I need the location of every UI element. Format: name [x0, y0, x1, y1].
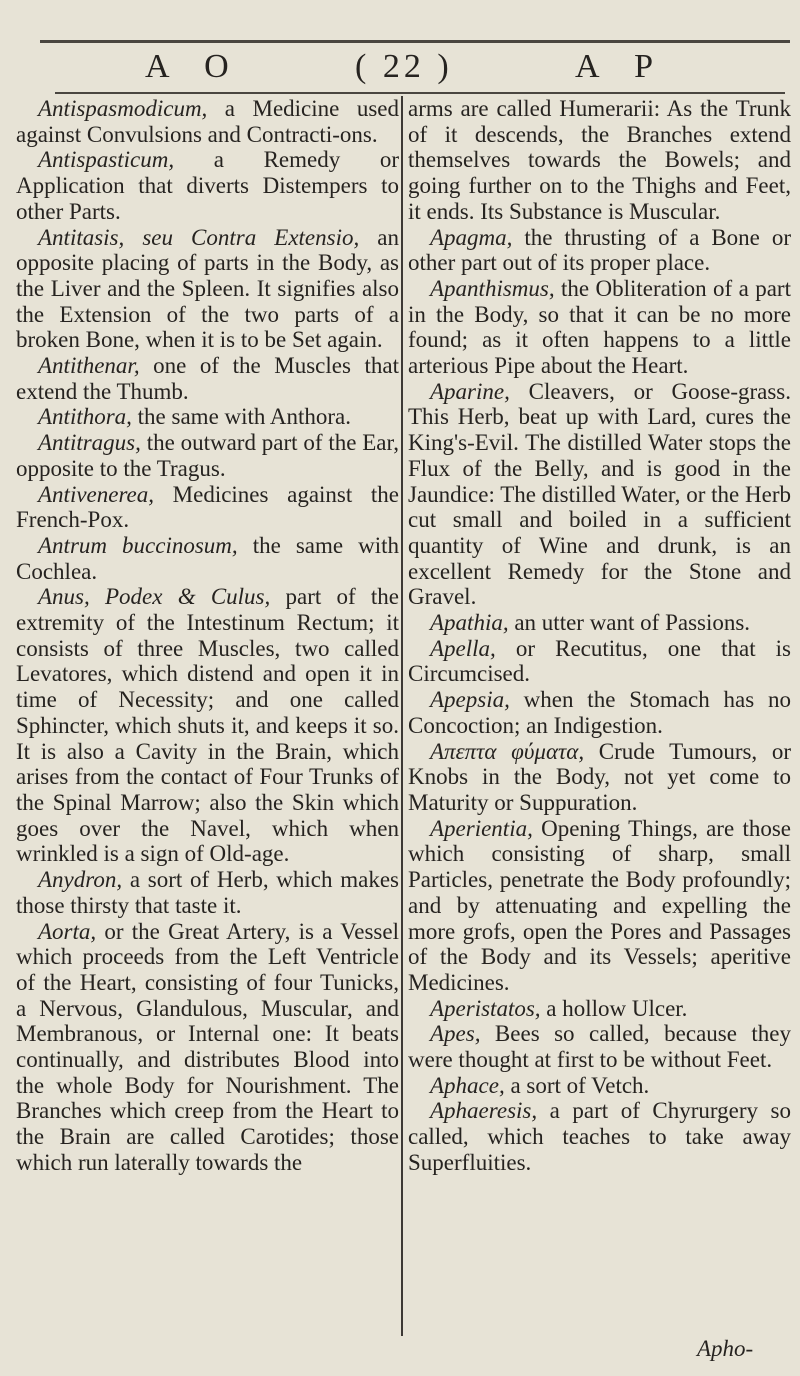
- entry-term: Antrum buccinosum,: [38, 532, 238, 558]
- entry-definition: Opening Things, are those which consisting of sharp, small Particles, penetrate the Body profoundly; and by attenuating and expelling the more grofs, open the Pores and Passages of the Body and its Vessels; aperitive Medicines.: [408, 815, 791, 995]
- entry-term: Antispasticum,: [38, 147, 175, 173]
- entry-term: Aparine,: [430, 378, 510, 404]
- entry-definition: the same with Cochlea.: [16, 532, 399, 584]
- entry-term: Aperistatos,: [430, 995, 541, 1021]
- dictionary-entry: [16, 430, 399, 481]
- header-right-letters: A P: [575, 48, 668, 85]
- dictionary-entry: [408, 1021, 791, 1072]
- dictionary-entry: [16, 225, 399, 354]
- dictionary-entry: [408, 1098, 791, 1175]
- entry-term: Apanthismus,: [430, 275, 555, 301]
- header-left-letters: A O: [145, 48, 243, 85]
- entry-definition: the Obliteration of a part in the Body, so that it can be no more found; as it often happens to a little arterious Pipe about the Heart.: [408, 275, 791, 379]
- column-divider: [401, 96, 403, 1336]
- entry-term: Anydron,: [38, 867, 123, 893]
- entry-term: Aorta,: [38, 918, 97, 944]
- entry-definition: arms are called Humerarii: As the Trunk of it descends, the Branches extend themselves towards the Bowels; and going further on to the Thighs and Feet, it ends. Its Substance is Muscular.: [408, 96, 791, 224]
- entry-definition: a sort of Herb, which makes those thirsty that taste it.: [16, 867, 399, 918]
- entry-term: Antivenerea,: [38, 481, 155, 507]
- entry-definition: an opposite placing of parts in the Body, as the Liver and the Spleen. It signifies also the Extension of the two parts of a broken Bone, when it is to be Set again.: [16, 224, 399, 353]
- entry-definition: Bees so called, because they were thought at first to be without Feet.: [408, 1021, 791, 1073]
- entry-term: Antitasis, seu Contra Extensio,: [38, 224, 360, 250]
- entry-term: Aperientia,: [430, 815, 533, 841]
- dictionary-entry: [408, 687, 791, 738]
- dictionary-entry: [408, 816, 791, 996]
- entry-definition: a sort of Vetch.: [504, 1072, 650, 1098]
- dictionary-entry: [408, 276, 791, 379]
- entry-term: Antithenar,: [38, 353, 140, 379]
- catchword: Apho-: [697, 1336, 754, 1361]
- entry-definition: the same with Anthora.: [131, 404, 352, 430]
- entry-term: Antitragus,: [38, 430, 141, 456]
- dictionary-entry: [16, 584, 399, 867]
- entry-term: Apepsia,: [430, 687, 510, 713]
- entry-term: Apella,: [430, 635, 496, 661]
- entry-definition: a Medicine used against Convulsions and Contracti-ons.: [16, 96, 399, 147]
- entry-definition: an utter want of Passions.: [508, 610, 751, 636]
- dictionary-entry: [408, 96, 791, 225]
- dictionary-entry: [16, 919, 399, 1176]
- dictionary-entry: [16, 147, 399, 224]
- dictionary-entry: [408, 636, 791, 687]
- left-column: [16, 96, 399, 1176]
- dictionary-entry: [16, 482, 399, 533]
- entry-term: Απεπτα φύματα,: [430, 738, 585, 764]
- entry-definition: Medicines against the French-Pox.: [16, 481, 399, 533]
- dictionary-entry: [408, 1073, 791, 1099]
- entry-definition: one of the Muscles that extend the Thumb.: [16, 353, 399, 404]
- dictionary-entry: [16, 353, 399, 404]
- header-rule: [55, 92, 785, 94]
- dictionary-entry: [16, 533, 399, 584]
- entry-term: Apathia,: [430, 610, 509, 636]
- dictionary-entry: [16, 96, 399, 147]
- entry-definition: or Recutitus, one that is Circumcised.: [408, 635, 791, 687]
- right-column: [408, 96, 791, 1176]
- dictionary-entry: [408, 996, 791, 1022]
- page-number: ( 22 ): [355, 48, 453, 85]
- entry-term: Antithora,: [38, 404, 132, 430]
- dictionary-entry: [408, 379, 791, 610]
- top-rule: [40, 40, 790, 43]
- entry-definition: or the Great Artery, is a Vessel which proceeds from the Left Ventricle of the Heart, consisting of four Tunicks, a Nervous, Glandulous, Muscular, and Membranous, or Internal one: It beats continually, and distributes Blood into the whole Body for Nourishment. The Branches which creep from the Heart to the Brain are called Carotides; those which run laterally towards the: [16, 918, 399, 1175]
- dictionary-entry: [408, 225, 791, 276]
- entry-definition: when the Stomach has no Concoction; an Indigestion.: [408, 687, 791, 738]
- entry-definition: part of the extremity of the Intestinum Rectum; it consists of three Muscles, two called Levatores, which distend and open it in time of Necessity; and one called Sphincter, which shuts it, and keeps it so. It is also a Cavity in the Brain, which arises from the contact of Four Trunks of the Spinal Marrow; also the Skin which goes over the Navel, which when wrinkled is a sign of Old-age.: [16, 584, 400, 867]
- entry-term: Antispasmodicum,: [38, 96, 208, 121]
- entry-term: Apagma,: [430, 224, 513, 250]
- dictionary-entry: [16, 867, 399, 918]
- dictionary-entry: [16, 404, 399, 430]
- dictionary-entry: [408, 739, 791, 816]
- entry-term: Aphace,: [430, 1072, 505, 1098]
- entry-definition: Cleavers, or Goose-grass. This Herb, beat up with Lard, cures the King's-Evil. The distilled Water stops the Flux of the Belly, and is good in the Jaundice: The distilled Water, or the Herb cut small and boiled in a sufficient quantity of Wine and drunk, is an excellent Remedy for the Stone and Gravel.: [408, 378, 791, 610]
- entry-term: Anus, Podex & Culus,: [38, 584, 271, 610]
- running-header: [0, 48, 800, 88]
- entry-term: Aphaeresis,: [430, 1098, 538, 1124]
- entry-definition: a Remedy or Application that diverts Distempers to other Parts.: [16, 147, 399, 224]
- dictionary-entry: [408, 610, 791, 636]
- entry-definition: Crude Tumours, or Knobs in the Body, not yet come to Maturity or Suppuration.: [408, 738, 791, 815]
- entry-definition: the outward part of the Ear, opposite to the Tragus.: [16, 430, 399, 481]
- entry-term: Apes,: [430, 1021, 481, 1047]
- entry-definition: a part of Chyrurgery so called, which teaches to take away Superfluities.: [408, 1098, 791, 1175]
- entry-definition: the thrusting of a Bone or other part out of its proper place.: [408, 224, 791, 276]
- entry-definition: a hollow Ulcer.: [540, 995, 688, 1021]
